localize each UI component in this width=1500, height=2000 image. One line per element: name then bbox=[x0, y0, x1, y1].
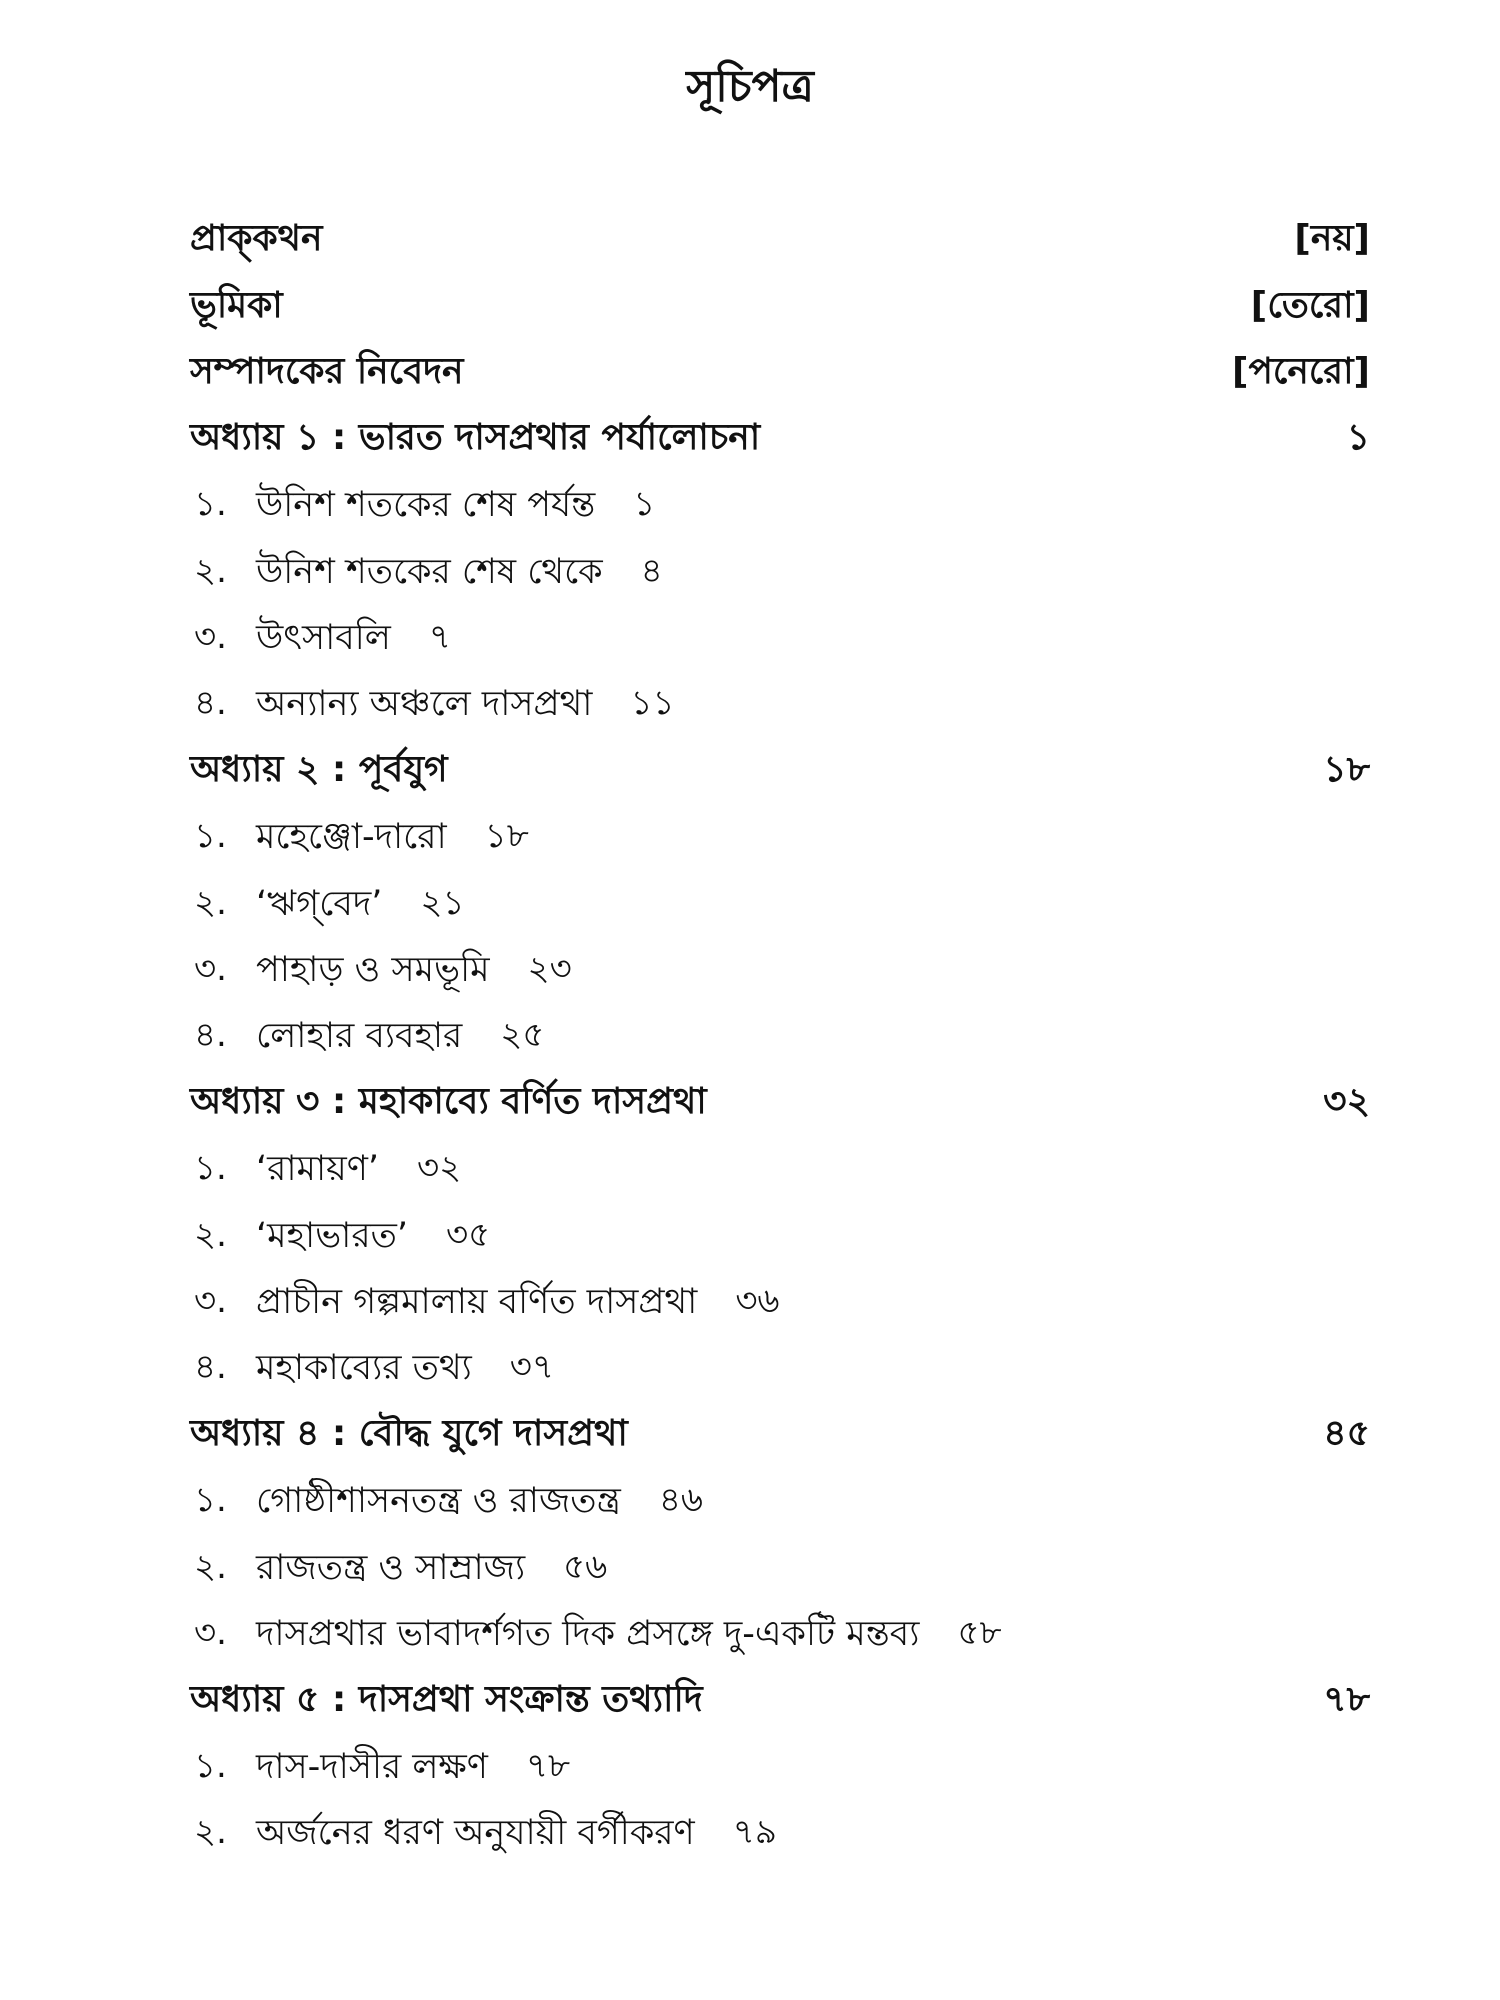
section-number: ২. bbox=[194, 550, 227, 591]
section-page: ৩৭ bbox=[509, 1347, 554, 1388]
section-label: পাহাড় ও সমভূমি bbox=[256, 949, 490, 990]
section-number: ৩. bbox=[194, 1280, 227, 1321]
toc-entry-sampadaker-nibedan[interactable] bbox=[190, 341, 1370, 407]
section-label: ‘মহাভারত’ bbox=[256, 1215, 408, 1256]
section-page: ৩৬ bbox=[735, 1280, 780, 1321]
section-number: ২. bbox=[194, 882, 227, 923]
section-page: ৭৯ bbox=[732, 1812, 777, 1853]
toc-section[interactable] bbox=[190, 938, 1370, 1004]
section-label: উৎসাবলি bbox=[256, 618, 391, 659]
section-page: ৫৬ bbox=[563, 1546, 608, 1587]
toc-entry-prakkathan[interactable] bbox=[190, 208, 1370, 274]
section-page: ৩৫ bbox=[445, 1214, 491, 1255]
section-number: ১. bbox=[194, 1745, 227, 1786]
toc-section[interactable] bbox=[190, 673, 1370, 739]
toc-section[interactable] bbox=[190, 606, 1370, 672]
toc-section[interactable] bbox=[190, 1536, 1370, 1602]
section-page: ৪৬ bbox=[658, 1480, 704, 1521]
chapter-page: ১ bbox=[1346, 417, 1370, 459]
chapter-label: অধ্যায় ৫ : দাসপ্রথা সংক্রান্ত তথ্যাদি bbox=[190, 1678, 703, 1720]
section-page: ২৫ bbox=[500, 1015, 545, 1056]
chapter-page: ১৮ bbox=[1323, 749, 1370, 791]
section-label: লোহার ব্যবহার bbox=[256, 1016, 463, 1057]
chapter-page: ৭৮ bbox=[1323, 1678, 1370, 1720]
section-number: ১. bbox=[194, 484, 227, 525]
section-label: দাস-দাসীর লক্ষণ bbox=[256, 1746, 488, 1787]
section-number: ৩. bbox=[194, 1612, 227, 1653]
toc-section[interactable] bbox=[190, 806, 1370, 872]
section-page: ৭৮ bbox=[525, 1745, 571, 1786]
section-label: মহেঞ্জো-দারো bbox=[256, 817, 447, 858]
entry-page: [পনেরো] bbox=[1231, 350, 1370, 392]
toc-section[interactable] bbox=[190, 1270, 1370, 1336]
section-number: ৩. bbox=[194, 948, 227, 989]
section-label: রাজতন্ত্র ও সাম্রাজ্য bbox=[256, 1547, 526, 1588]
section-page: ৭ bbox=[428, 617, 451, 658]
table-of-contents bbox=[190, 208, 1370, 1868]
toc-section[interactable] bbox=[190, 1801, 1370, 1867]
chapter-label: অধ্যায় ৪ : বৌদ্ধ যুগে দাসপ্রথা bbox=[190, 1413, 628, 1455]
toc-chapter-1[interactable] bbox=[190, 407, 1370, 473]
section-page: ২১ bbox=[420, 882, 465, 923]
section-number: ১. bbox=[194, 1480, 227, 1521]
section-number: ৪. bbox=[194, 683, 227, 724]
section-label: ‘ঋগ্‌বেদ’ bbox=[256, 883, 383, 924]
toc-section[interactable] bbox=[190, 1137, 1370, 1203]
section-number: ২. bbox=[194, 1546, 227, 1587]
section-label: উনিশ শতকের শেষ থেকে bbox=[256, 551, 603, 592]
section-label: অর্জনের ধরণ অনুযায়ী বর্গীকরণ bbox=[256, 1813, 695, 1854]
toc-section[interactable] bbox=[190, 1005, 1370, 1071]
section-label: মহাকাব্যের তথ্য bbox=[256, 1348, 472, 1389]
section-label: প্রাচীন গল্পমালায় বর্ণিত দাসপ্রথা bbox=[256, 1281, 698, 1322]
chapter-label: অধ্যায় ১ : ভারত দাসপ্রথার পর্যালোচনা bbox=[190, 417, 761, 459]
section-page: ২৩ bbox=[527, 948, 572, 989]
toc-section[interactable] bbox=[190, 1204, 1370, 1270]
toc-entry-bhumika[interactable] bbox=[190, 274, 1370, 340]
section-page: ৩২ bbox=[417, 1148, 462, 1189]
section-page: ১১ bbox=[630, 683, 675, 724]
toc-section[interactable] bbox=[190, 1735, 1370, 1801]
entry-page: [তেরো] bbox=[1250, 284, 1370, 326]
toc-chapter-5[interactable] bbox=[190, 1669, 1370, 1735]
section-label: উনিশ শতকের শেষ পর্যন্ত bbox=[256, 485, 596, 526]
toc-section[interactable] bbox=[190, 1469, 1370, 1535]
entry-label: ভূমিকা bbox=[190, 284, 283, 326]
toc-section[interactable] bbox=[190, 540, 1370, 606]
entry-label: সম্পাদকের নিবেদন bbox=[190, 350, 464, 392]
section-number: ৩. bbox=[194, 617, 227, 658]
section-number: ২. bbox=[194, 1812, 227, 1853]
page-title: সূচিপত্র bbox=[686, 61, 814, 112]
toc-chapter-2[interactable] bbox=[190, 739, 1370, 805]
section-label: ‘রামায়ণ’ bbox=[256, 1149, 380, 1190]
section-number: ১. bbox=[194, 1148, 227, 1189]
chapter-page: ৪৫ bbox=[1323, 1413, 1370, 1455]
entry-label: প্রাক্‌কথন bbox=[190, 218, 323, 260]
entry-page: [নয়] bbox=[1294, 218, 1370, 260]
toc-section[interactable] bbox=[190, 1337, 1370, 1403]
toc-chapter-3[interactable] bbox=[190, 1071, 1370, 1137]
section-number: ১. bbox=[194, 816, 227, 857]
toc-section[interactable] bbox=[190, 474, 1370, 540]
section-page: ১ bbox=[633, 484, 656, 525]
section-label: দাসপ্রথার ভাবাদর্শগত দিক প্রসঙ্গে দু-একটি মন্তব্য bbox=[256, 1613, 920, 1654]
section-number: ৪. bbox=[194, 1347, 227, 1388]
section-number: ৪. bbox=[194, 1015, 227, 1056]
section-label: অন্যান্য অঞ্চলে দাসপ্রথা bbox=[256, 684, 593, 725]
section-page: ৫৮ bbox=[957, 1612, 1002, 1653]
section-label: গোষ্ঠীশাসনতন্ত্র ও রাজতন্ত্র bbox=[256, 1481, 621, 1522]
section-page: ৪ bbox=[640, 550, 663, 591]
section-number: ২. bbox=[194, 1214, 227, 1255]
chapter-page: ৩২ bbox=[1323, 1081, 1370, 1123]
chapter-label: অধ্যায় ৩ : মহাকাব্যে বর্ণিত দাসপ্রথা bbox=[190, 1081, 707, 1123]
toc-section[interactable] bbox=[190, 872, 1370, 938]
chapter-label: অধ্যায় ২ : পূর্বযুগ bbox=[190, 749, 448, 791]
toc-section[interactable] bbox=[190, 1602, 1370, 1668]
toc-chapter-4[interactable] bbox=[190, 1403, 1370, 1469]
section-page: ১৮ bbox=[484, 816, 529, 857]
